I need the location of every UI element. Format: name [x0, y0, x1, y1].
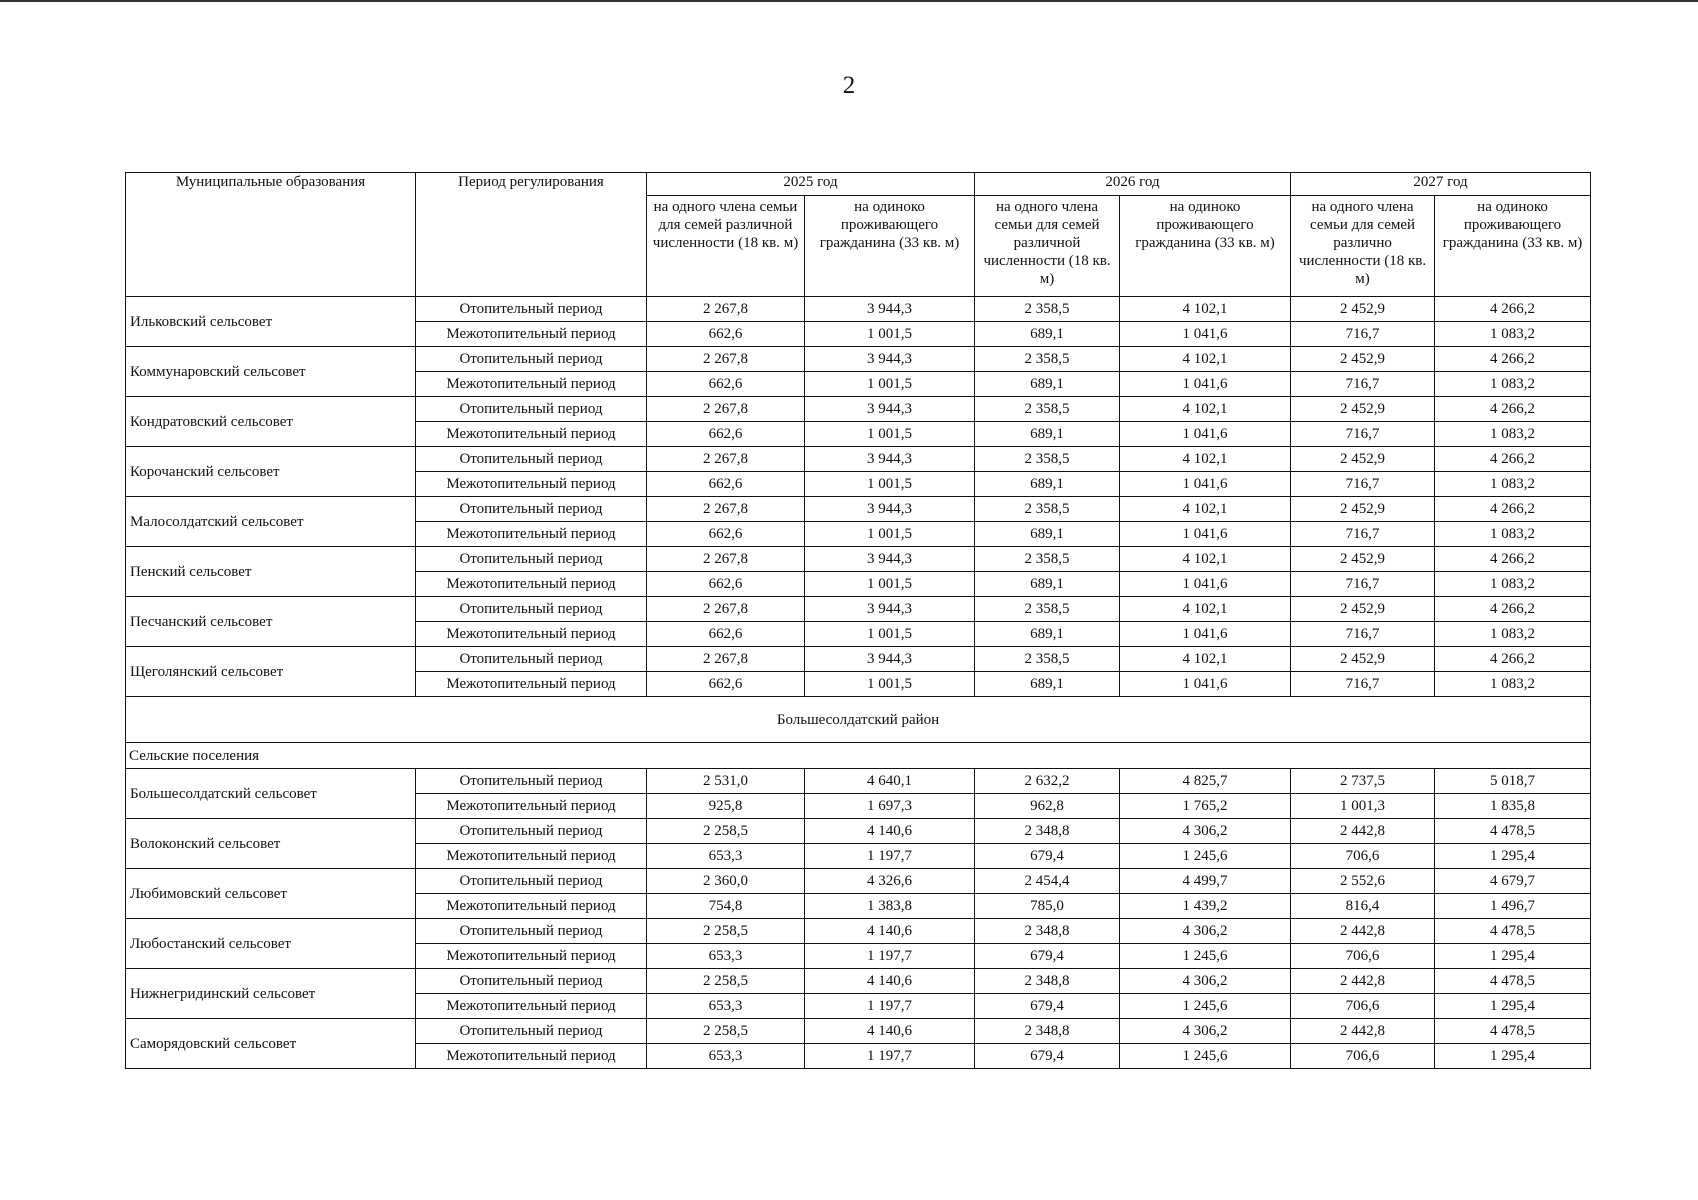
value-cell: 4 102,1 [1120, 447, 1291, 472]
value-cell: 4 266,2 [1435, 597, 1591, 622]
table-body-group-b [126, 769, 1591, 1069]
value-cell: 1 001,5 [805, 472, 975, 497]
period-cell: Межотопительный период [416, 522, 647, 547]
value-cell: 1 197,7 [805, 944, 975, 969]
value-cell: 4 102,1 [1120, 347, 1291, 372]
value-cell: 689,1 [975, 422, 1120, 447]
value-cell: 1 295,4 [1435, 944, 1591, 969]
municipality-name: Ильковский сельсовет [126, 297, 416, 347]
value-cell: 3 944,3 [805, 447, 975, 472]
value-cell: 2 632,2 [975, 769, 1120, 794]
period-cell: Отопительный период [416, 397, 647, 422]
value-cell: 679,4 [975, 844, 1120, 869]
value-cell: 689,1 [975, 522, 1120, 547]
municipality-name: Волоконский сельсовет [126, 819, 416, 869]
value-cell: 1 295,4 [1435, 1044, 1591, 1069]
value-cell: 1 295,4 [1435, 994, 1591, 1019]
value-cell: 653,3 [647, 844, 805, 869]
value-cell: 2 348,8 [975, 819, 1120, 844]
value-cell: 4 306,2 [1120, 819, 1291, 844]
value-cell: 662,6 [647, 372, 805, 397]
value-cell: 1 001,5 [805, 422, 975, 447]
period-cell: Межотопительный период [416, 894, 647, 919]
value-cell: 2 358,5 [975, 347, 1120, 372]
value-cell: 2 452,9 [1291, 447, 1435, 472]
value-cell: 1 041,6 [1120, 372, 1291, 397]
value-cell: 1 041,6 [1120, 522, 1291, 547]
value-cell: 2 531,0 [647, 769, 805, 794]
municipality-name: Корочанский сельсовет [126, 447, 416, 497]
value-cell: 716,7 [1291, 622, 1435, 647]
district-section [126, 697, 1591, 769]
municipality-name: Кондратовский сельсовет [126, 397, 416, 447]
municipality-name: Саморядовский сельсовет [126, 1019, 416, 1069]
value-cell: 689,1 [975, 322, 1120, 347]
period-cell: Отопительный период [416, 769, 647, 794]
value-cell: 1 041,6 [1120, 672, 1291, 697]
period-cell: Межотопительный период [416, 1044, 647, 1069]
municipality-name: Нижнегридинский сельсовет [126, 969, 416, 1019]
value-cell: 3 944,3 [805, 597, 975, 622]
value-cell: 2 267,8 [647, 497, 805, 522]
value-cell: 662,6 [647, 672, 805, 697]
period-cell: Отопительный период [416, 869, 647, 894]
district-title: Большесолдатский район [126, 697, 1591, 743]
value-cell: 716,7 [1291, 522, 1435, 547]
value-cell: 4 266,2 [1435, 547, 1591, 572]
value-cell: 1 083,2 [1435, 622, 1591, 647]
period-cell: Межотопительный период [416, 794, 647, 819]
value-cell: 2 348,8 [975, 919, 1120, 944]
value-cell: 662,6 [647, 572, 805, 597]
value-cell: 4 499,7 [1120, 869, 1291, 894]
municipality-name: Большесолдатский сельсовет [126, 769, 416, 819]
value-cell: 3 944,3 [805, 347, 975, 372]
value-cell: 3 944,3 [805, 297, 975, 322]
value-cell: 4 478,5 [1435, 1019, 1591, 1044]
value-cell: 2 442,8 [1291, 969, 1435, 994]
period-cell: Отопительный период [416, 297, 647, 322]
value-cell: 2 267,8 [647, 447, 805, 472]
value-cell: 1 245,6 [1120, 994, 1291, 1019]
subheader-family: на одного члена семьи для семей различной численности (18 кв. м) [647, 196, 805, 297]
header-municipality: Муниципальные образования [126, 173, 416, 297]
value-cell: 1 496,7 [1435, 894, 1591, 919]
value-cell: 2 452,9 [1291, 297, 1435, 322]
value-cell: 2 267,8 [647, 597, 805, 622]
value-cell: 4 266,2 [1435, 497, 1591, 522]
value-cell: 689,1 [975, 622, 1120, 647]
value-cell: 716,7 [1291, 472, 1435, 497]
value-cell: 679,4 [975, 944, 1120, 969]
value-cell: 2 358,5 [975, 447, 1120, 472]
header-year-2025: 2025 год [647, 173, 975, 196]
subheader-single: на одиноко проживающего гражданина (33 кв. м) [805, 196, 975, 297]
value-cell: 4 326,6 [805, 869, 975, 894]
table-row [126, 919, 1591, 944]
value-cell: 1 439,2 [1120, 894, 1291, 919]
value-cell: 2 267,8 [647, 297, 805, 322]
period-cell: Межотопительный период [416, 322, 647, 347]
value-cell: 2 360,0 [647, 869, 805, 894]
value-cell: 3 944,3 [805, 647, 975, 672]
value-cell: 679,4 [975, 994, 1120, 1019]
period-cell: Отопительный период [416, 819, 647, 844]
value-cell: 1 001,5 [805, 622, 975, 647]
value-cell: 1 041,6 [1120, 622, 1291, 647]
value-cell: 2 358,5 [975, 647, 1120, 672]
table-row [126, 969, 1591, 994]
period-cell: Отопительный период [416, 447, 647, 472]
value-cell: 1 001,5 [805, 572, 975, 597]
period-cell: Отопительный период [416, 547, 647, 572]
value-cell: 2 442,8 [1291, 1019, 1435, 1044]
value-cell: 662,6 [647, 522, 805, 547]
value-cell: 754,8 [647, 894, 805, 919]
value-cell: 1 083,2 [1435, 422, 1591, 447]
value-cell: 2 348,8 [975, 969, 1120, 994]
value-cell: 1 083,2 [1435, 372, 1591, 397]
value-cell: 4 478,5 [1435, 919, 1591, 944]
value-cell: 4 306,2 [1120, 969, 1291, 994]
top-rule [0, 0, 1698, 2]
value-cell: 2 267,8 [647, 347, 805, 372]
value-cell: 679,4 [975, 1044, 1120, 1069]
period-cell: Межотопительный период [416, 422, 647, 447]
value-cell: 1 041,6 [1120, 472, 1291, 497]
value-cell: 4 825,7 [1120, 769, 1291, 794]
subheader-family: на одного члена семьи для семей различной численности (18 кв. м) [975, 196, 1120, 297]
tariff-table [125, 172, 1591, 1069]
value-cell: 1 245,6 [1120, 1044, 1291, 1069]
value-cell: 4 140,6 [805, 969, 975, 994]
table-row [126, 547, 1591, 572]
value-cell: 2 258,5 [647, 919, 805, 944]
value-cell: 4 266,2 [1435, 347, 1591, 372]
value-cell: 2 258,5 [647, 819, 805, 844]
value-cell: 2 358,5 [975, 397, 1120, 422]
value-cell: 1 765,2 [1120, 794, 1291, 819]
value-cell: 662,6 [647, 622, 805, 647]
value-cell: 1 197,7 [805, 1044, 975, 1069]
period-cell: Отопительный период [416, 969, 647, 994]
page-number: 2 [842, 72, 856, 99]
period-cell: Отопительный период [416, 347, 647, 372]
value-cell: 1 041,6 [1120, 572, 1291, 597]
value-cell: 653,3 [647, 994, 805, 1019]
value-cell: 1 041,6 [1120, 422, 1291, 447]
value-cell: 1 083,2 [1435, 472, 1591, 497]
value-cell: 716,7 [1291, 422, 1435, 447]
period-cell: Межотопительный период [416, 844, 647, 869]
municipality-name: Песчанский сельсовет [126, 597, 416, 647]
value-cell: 2 452,9 [1291, 647, 1435, 672]
period-cell: Межотопительный период [416, 994, 647, 1019]
value-cell: 706,6 [1291, 844, 1435, 869]
value-cell: 4 679,7 [1435, 869, 1591, 894]
value-cell: 3 944,3 [805, 497, 975, 522]
value-cell: 2 452,9 [1291, 347, 1435, 372]
value-cell: 4 306,2 [1120, 919, 1291, 944]
value-cell: 2 442,8 [1291, 819, 1435, 844]
value-cell: 1 197,7 [805, 994, 975, 1019]
value-cell: 716,7 [1291, 322, 1435, 347]
value-cell: 2 358,5 [975, 597, 1120, 622]
table-row [126, 497, 1591, 522]
value-cell: 689,1 [975, 372, 1120, 397]
value-cell: 2 258,5 [647, 969, 805, 994]
value-cell: 4 102,1 [1120, 597, 1291, 622]
section-title: Сельские поселения [126, 743, 1591, 769]
municipality-name: Щеголянский сельсовет [126, 647, 416, 697]
period-cell: Отопительный период [416, 647, 647, 672]
value-cell: 662,6 [647, 422, 805, 447]
value-cell: 689,1 [975, 572, 1120, 597]
value-cell: 2 267,8 [647, 547, 805, 572]
header-period: Период регулирования [416, 173, 647, 297]
value-cell: 2 267,8 [647, 647, 805, 672]
period-cell: Межотопительный период [416, 672, 647, 697]
district-row [126, 697, 1591, 743]
value-cell: 4 140,6 [805, 819, 975, 844]
value-cell: 653,3 [647, 944, 805, 969]
value-cell: 1 697,3 [805, 794, 975, 819]
value-cell: 653,3 [647, 1044, 805, 1069]
value-cell: 706,6 [1291, 1044, 1435, 1069]
value-cell: 1 001,5 [805, 672, 975, 697]
value-cell: 1 001,5 [805, 372, 975, 397]
period-cell: Межотопительный период [416, 572, 647, 597]
value-cell: 2 737,5 [1291, 769, 1435, 794]
value-cell: 662,6 [647, 472, 805, 497]
value-cell: 2 442,8 [1291, 919, 1435, 944]
period-cell: Межотопительный период [416, 944, 647, 969]
table-row [126, 597, 1591, 622]
period-cell: Межотопительный период [416, 372, 647, 397]
value-cell: 662,6 [647, 322, 805, 347]
value-cell: 716,7 [1291, 372, 1435, 397]
value-cell: 716,7 [1291, 572, 1435, 597]
value-cell: 1 197,7 [805, 844, 975, 869]
value-cell: 2 454,4 [975, 869, 1120, 894]
value-cell: 706,6 [1291, 944, 1435, 969]
section-row [126, 743, 1591, 769]
table-row [126, 769, 1591, 794]
table-row [126, 647, 1591, 672]
value-cell: 1 001,3 [1291, 794, 1435, 819]
value-cell: 4 102,1 [1120, 547, 1291, 572]
table-row [126, 447, 1591, 472]
value-cell: 4 102,1 [1120, 297, 1291, 322]
period-cell: Отопительный период [416, 1019, 647, 1044]
municipality-name: Пенский сельсовет [126, 547, 416, 597]
value-cell: 4 102,1 [1120, 647, 1291, 672]
value-cell: 1 083,2 [1435, 672, 1591, 697]
value-cell: 2 358,5 [975, 297, 1120, 322]
value-cell: 2 258,5 [647, 1019, 805, 1044]
value-cell: 4 140,6 [805, 919, 975, 944]
value-cell: 962,8 [975, 794, 1120, 819]
value-cell: 1 245,6 [1120, 944, 1291, 969]
value-cell: 4 478,5 [1435, 819, 1591, 844]
table-body-group-a [126, 297, 1591, 697]
period-cell: Межотопительный период [416, 472, 647, 497]
value-cell: 3 944,3 [805, 547, 975, 572]
value-cell: 4 266,2 [1435, 447, 1591, 472]
value-cell: 706,6 [1291, 994, 1435, 1019]
value-cell: 2 452,9 [1291, 597, 1435, 622]
municipality-name: Любостанский сельсовет [126, 919, 416, 969]
value-cell: 4 640,1 [805, 769, 975, 794]
value-cell: 2 358,5 [975, 497, 1120, 522]
value-cell: 4 102,1 [1120, 397, 1291, 422]
table-row [126, 347, 1591, 372]
value-cell: 4 478,5 [1435, 969, 1591, 994]
value-cell: 2 452,9 [1291, 547, 1435, 572]
value-cell: 1 083,2 [1435, 322, 1591, 347]
value-cell: 2 267,8 [647, 397, 805, 422]
subheader-single: на одиноко проживающего гражданина (33 кв. м) [1120, 196, 1291, 297]
municipality-name: Малосолдатский сельсовет [126, 497, 416, 547]
value-cell: 1 295,4 [1435, 844, 1591, 869]
value-cell: 4 102,1 [1120, 497, 1291, 522]
value-cell: 2 552,6 [1291, 869, 1435, 894]
municipality-name: Любимовский сельсовет [126, 869, 416, 919]
value-cell: 4 266,2 [1435, 297, 1591, 322]
value-cell: 2 452,9 [1291, 497, 1435, 522]
subheader-family: на одного члена семьи для семей различно численности (18 кв. м) [1291, 196, 1435, 297]
table-row [126, 297, 1591, 322]
value-cell: 689,1 [975, 472, 1120, 497]
period-cell: Межотопительный период [416, 622, 647, 647]
value-cell: 1 835,8 [1435, 794, 1591, 819]
value-cell: 4 140,6 [805, 1019, 975, 1044]
table-row [126, 1019, 1591, 1044]
table-row [126, 869, 1591, 894]
value-cell: 1 083,2 [1435, 522, 1591, 547]
value-cell: 716,7 [1291, 672, 1435, 697]
table-row [126, 397, 1591, 422]
period-cell: Отопительный период [416, 919, 647, 944]
municipality-name: Коммунаровский сельсовет [126, 347, 416, 397]
value-cell: 1 001,5 [805, 322, 975, 347]
value-cell: 689,1 [975, 672, 1120, 697]
value-cell: 5 018,7 [1435, 769, 1591, 794]
value-cell: 1 001,5 [805, 522, 975, 547]
value-cell: 785,0 [975, 894, 1120, 919]
value-cell: 2 452,9 [1291, 397, 1435, 422]
value-cell: 2 358,5 [975, 547, 1120, 572]
value-cell: 1 041,6 [1120, 322, 1291, 347]
value-cell: 1 083,2 [1435, 572, 1591, 597]
value-cell: 1 383,8 [805, 894, 975, 919]
subheader-single: на одиноко проживающего гражданина (33 кв. м) [1435, 196, 1591, 297]
header-year-2026: 2026 год [975, 173, 1291, 196]
value-cell: 816,4 [1291, 894, 1435, 919]
value-cell: 4 306,2 [1120, 1019, 1291, 1044]
value-cell: 4 266,2 [1435, 647, 1591, 672]
table-row [126, 819, 1591, 844]
header-year-2027: 2027 год [1291, 173, 1591, 196]
value-cell: 4 266,2 [1435, 397, 1591, 422]
value-cell: 2 348,8 [975, 1019, 1120, 1044]
period-cell: Отопительный период [416, 497, 647, 522]
period-cell: Отопительный период [416, 597, 647, 622]
value-cell: 1 245,6 [1120, 844, 1291, 869]
value-cell: 925,8 [647, 794, 805, 819]
value-cell: 3 944,3 [805, 397, 975, 422]
